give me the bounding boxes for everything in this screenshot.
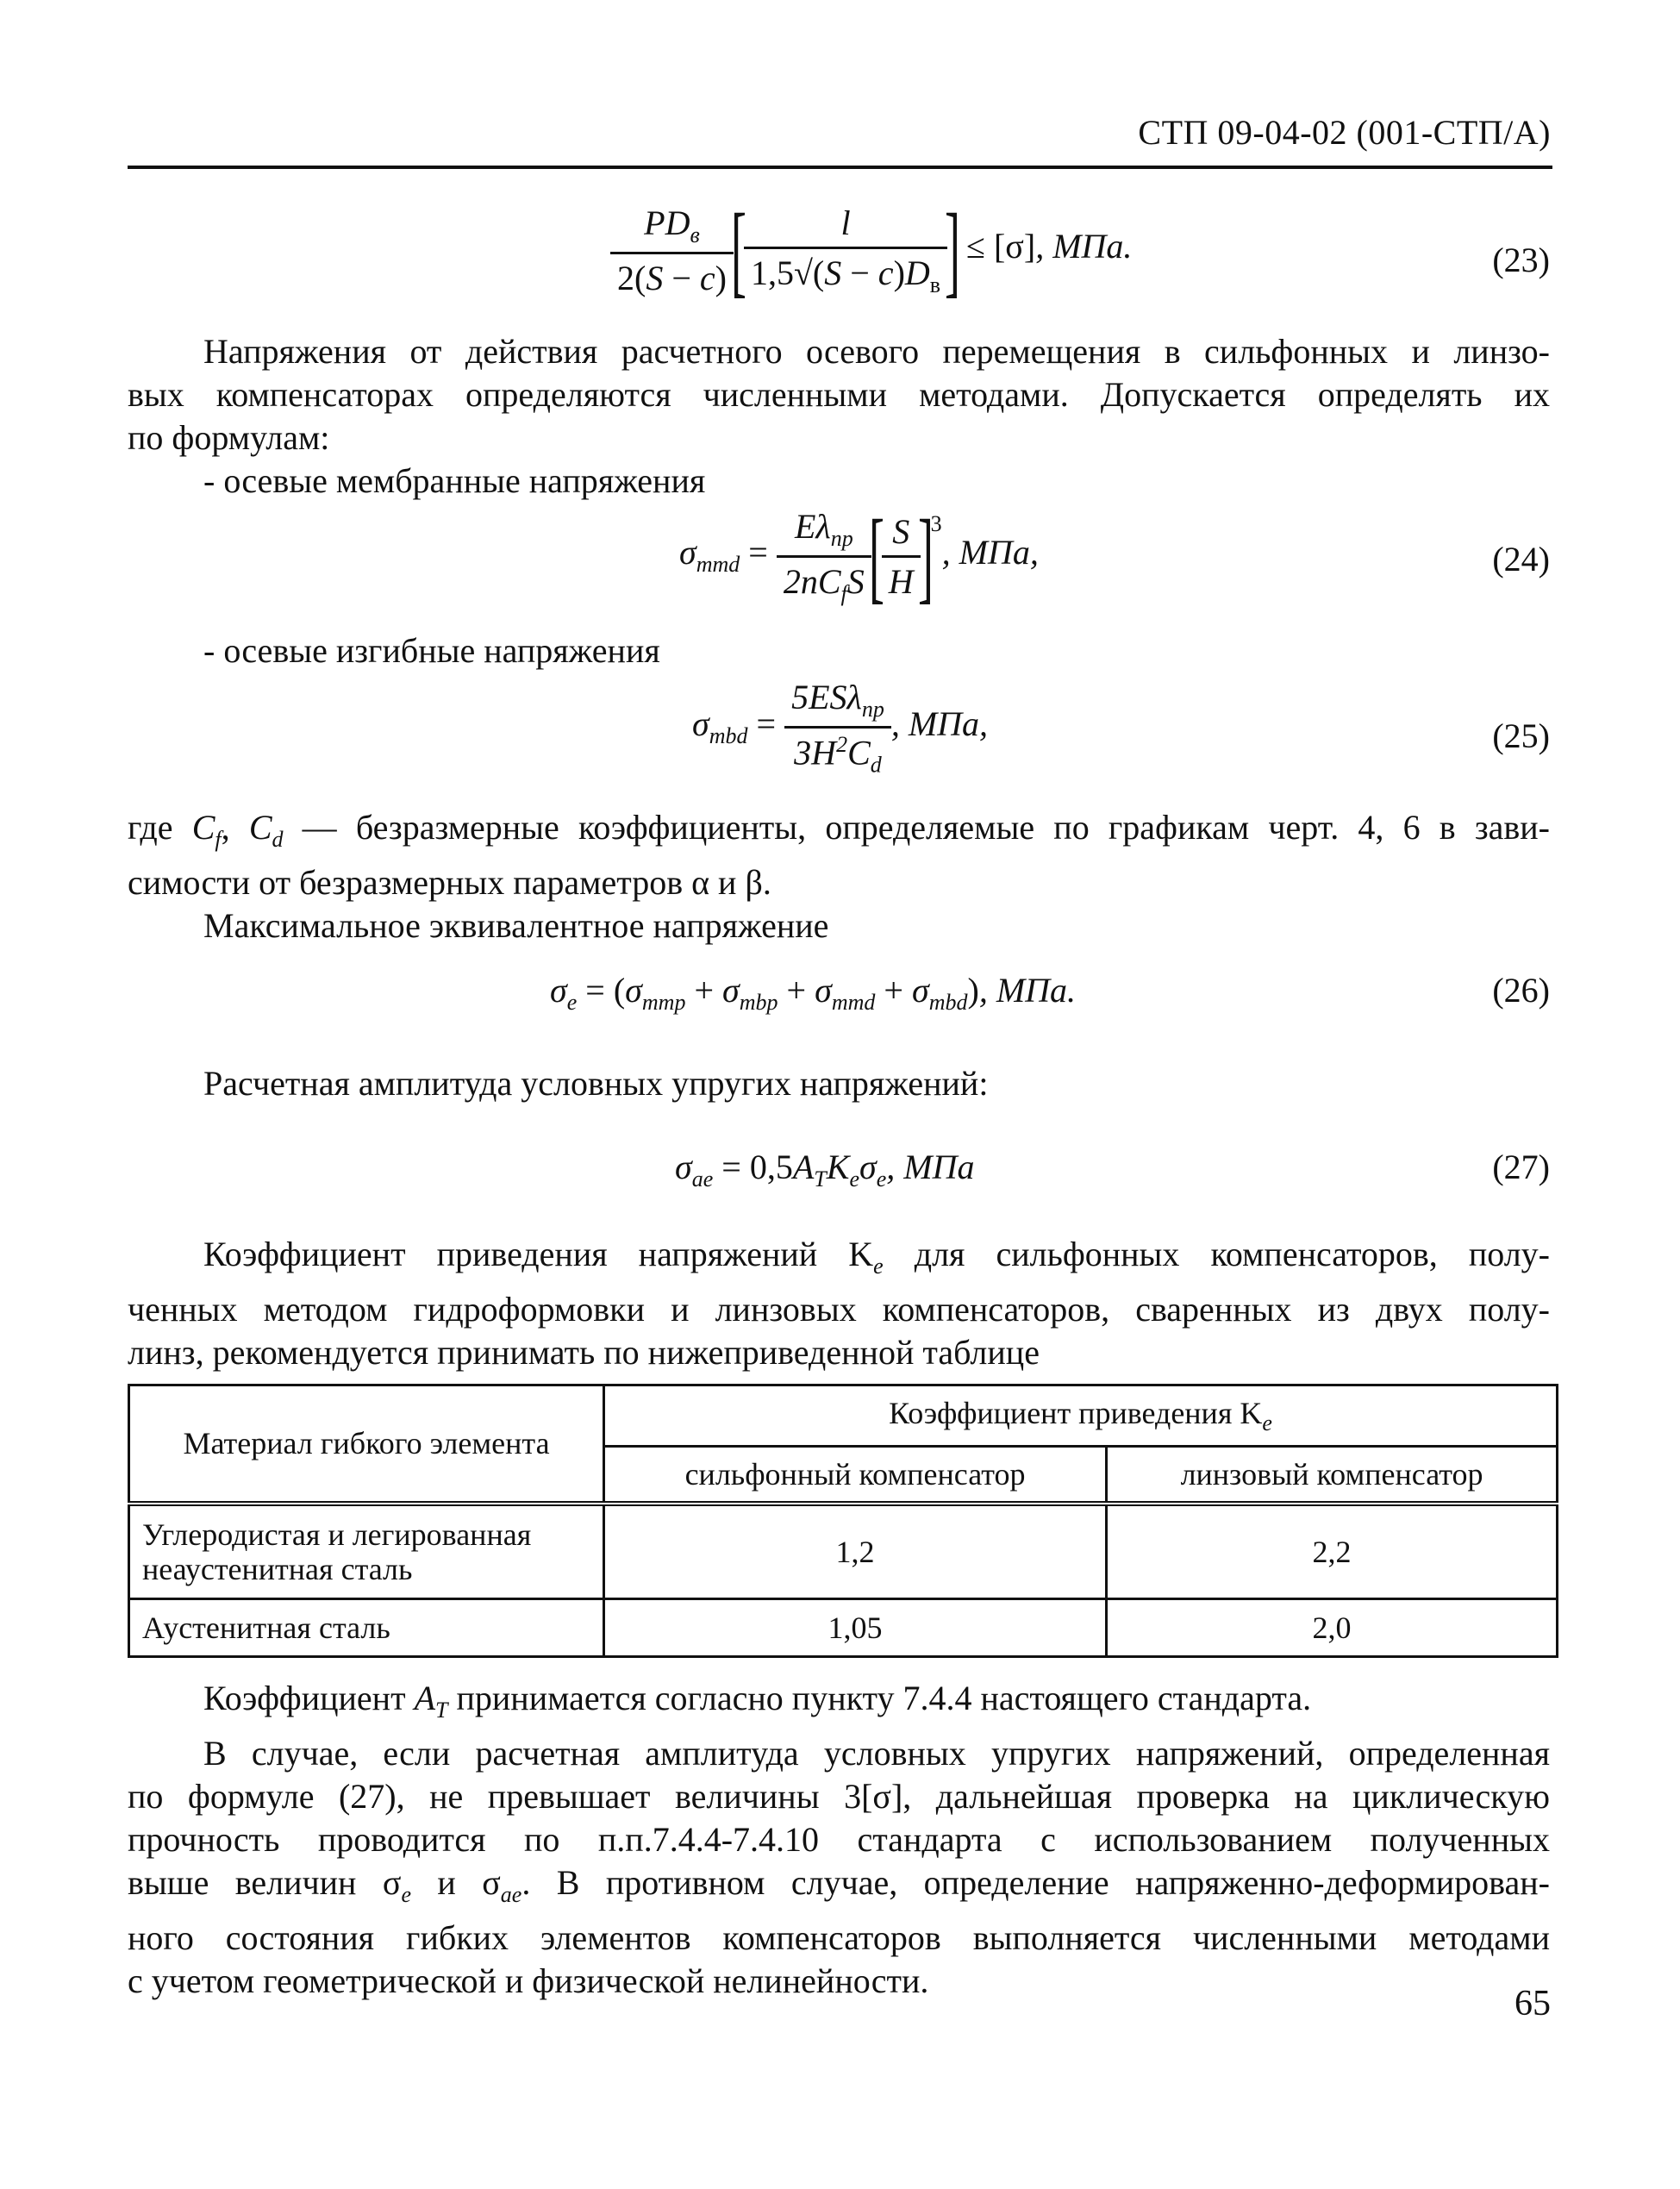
paragraph-axial-displacement bbox=[128, 330, 1550, 503]
table-cell-bellows: 1,2 bbox=[604, 1504, 1107, 1599]
table-cell-lens: 2,0 bbox=[1107, 1599, 1558, 1657]
equation-number-24: (24) bbox=[1492, 540, 1550, 579]
paragraph-amplitude bbox=[128, 1062, 1550, 1105]
equation-number-23: (23) bbox=[1492, 241, 1550, 279]
table-header-material: Материал гибкого элемента bbox=[129, 1385, 604, 1504]
paragraph-reduction-coefficient bbox=[128, 1233, 1550, 1374]
table-cell-material: Углеродистая и легированная неаустенитная сталь bbox=[129, 1504, 604, 1599]
table-cell-material: Аустенитная сталь bbox=[129, 1599, 604, 1657]
list-item-membrane: - осевые мембранные напряжения bbox=[203, 461, 706, 500]
paragraph-max-stress: Максимальное эквивалентное напряжение bbox=[203, 906, 829, 945]
paragraph-line: Напряжения от действия расчетного осевого перемещения в сильфонных и линзо- bbox=[203, 332, 1550, 371]
formula-25: $\sigma_{mbd}$ = $\frac{5ES\lambda_{пр}}{3H^2C_d}$ , МПа, bbox=[692, 678, 989, 778]
table-cell-bellows: 1,05 bbox=[604, 1599, 1107, 1657]
equation-number-25: (25) bbox=[1492, 716, 1550, 755]
table-cell-lens: 2,2 bbox=[1107, 1504, 1558, 1599]
table-header-lens: линзовый компенсатор bbox=[1107, 1446, 1558, 1504]
coefficient-table bbox=[128, 1384, 1558, 1658]
paragraph-closing bbox=[128, 1677, 1550, 2003]
document-code-header: СТП 09-04-02 (001-СТП/А) bbox=[1138, 113, 1551, 152]
paragraph-line: Коэффициент приведения напряжений $K_e$ для сильфонных компенсаторов, полу- bbox=[203, 1235, 1551, 1279]
equation-23 bbox=[128, 192, 1550, 319]
table-row bbox=[129, 1504, 1558, 1599]
formula-27: $\sigma_{ae} = 0,5A_TK_e\sigma_e$, МПа bbox=[675, 1148, 975, 1191]
paragraph-line: ченных методом гидроформовки и линзовых компенсаторов, сваренных из двух полу- bbox=[128, 1290, 1550, 1329]
table-header-coefficient: Коэффициент приведения $K_e$ bbox=[604, 1385, 1558, 1447]
equation-24 bbox=[128, 498, 1550, 616]
paragraph-line: симости от безразмерных параметров α и β. bbox=[128, 863, 771, 902]
paragraph-line: линз, рекомендуется принимать по нижеприведенной таблице bbox=[128, 1333, 1040, 1372]
equation-26 bbox=[128, 970, 1550, 1022]
list-item-bending bbox=[128, 629, 1550, 672]
equation-27 bbox=[128, 1147, 1550, 1198]
paragraph-line: выше величин $\sigma_e$ и $\sigma_{ae}$. В противном случае, определение напряженно-деформирован- bbox=[128, 1863, 1550, 1907]
paragraph-line: Коэффициент $A_T$ принимается согласно пункту 7.4.4 настоящего стандарта. bbox=[203, 1679, 1312, 1723]
paragraph-line: вых компенсаторах определяются численными методами. Допускается определять их bbox=[128, 375, 1550, 414]
header-divider bbox=[128, 166, 1552, 169]
paragraph-line: - осевые изгибные напряжения bbox=[203, 631, 660, 670]
page-number: 65 bbox=[1514, 1984, 1551, 2023]
paragraph-coefficients bbox=[128, 806, 1550, 948]
formula-23: $\frac{PD_в}{2(S - c)}$ [ $\frac{l}{1,5√(S - c)D_в}$ ] ≤ [σ], МПа. bbox=[610, 198, 1132, 302]
paragraph-line: Расчетная амплитуда условных упругих напряжений: bbox=[203, 1064, 989, 1103]
paragraph-line: прочность проводится по п.п.7.4.4-7.4.10 стандарта с использованием полученных bbox=[128, 1820, 1550, 1859]
equation-number-27: (27) bbox=[1492, 1148, 1550, 1186]
equation-number-26: (26) bbox=[1492, 971, 1550, 1010]
paragraph-line: с учетом геометрической и физической нелинейности. bbox=[128, 1961, 929, 2000]
paragraph-line: по формулам: bbox=[128, 418, 330, 457]
table-row bbox=[129, 1599, 1558, 1657]
formula-26: $\sigma_e = (\sigma_{mmp} + \sigma_{mbp} + \sigma_{mmd} + \sigma_{mbd})$, МПа. bbox=[550, 971, 1077, 1015]
paragraph-line: В случае, если расчетная амплитуда условных упругих напряжений, определенная bbox=[203, 1734, 1550, 1773]
equation-25 bbox=[128, 677, 1550, 793]
paragraph-line: ного состояния гибких элементов компенсаторов выполняется численными методами bbox=[128, 1918, 1550, 1957]
paragraph-line: по формуле (27), не превышает величины 3[σ], дальнейшая проверка на циклическую bbox=[128, 1777, 1550, 1816]
paragraph-line: где $C_f$, $C_d$ — безразмерные коэффициенты, определяемые по графикам черт. 4, 6 в зави- bbox=[128, 808, 1550, 852]
formula-24: $\sigma_{mmd}$ = $\frac{E\lambda_{пр}}{2nC_fS}$ [ $\frac{S}{H}$ ]$^3$, МПа, bbox=[679, 498, 1039, 613]
table-header-bellows: сильфонный компенсатор bbox=[604, 1446, 1107, 1504]
